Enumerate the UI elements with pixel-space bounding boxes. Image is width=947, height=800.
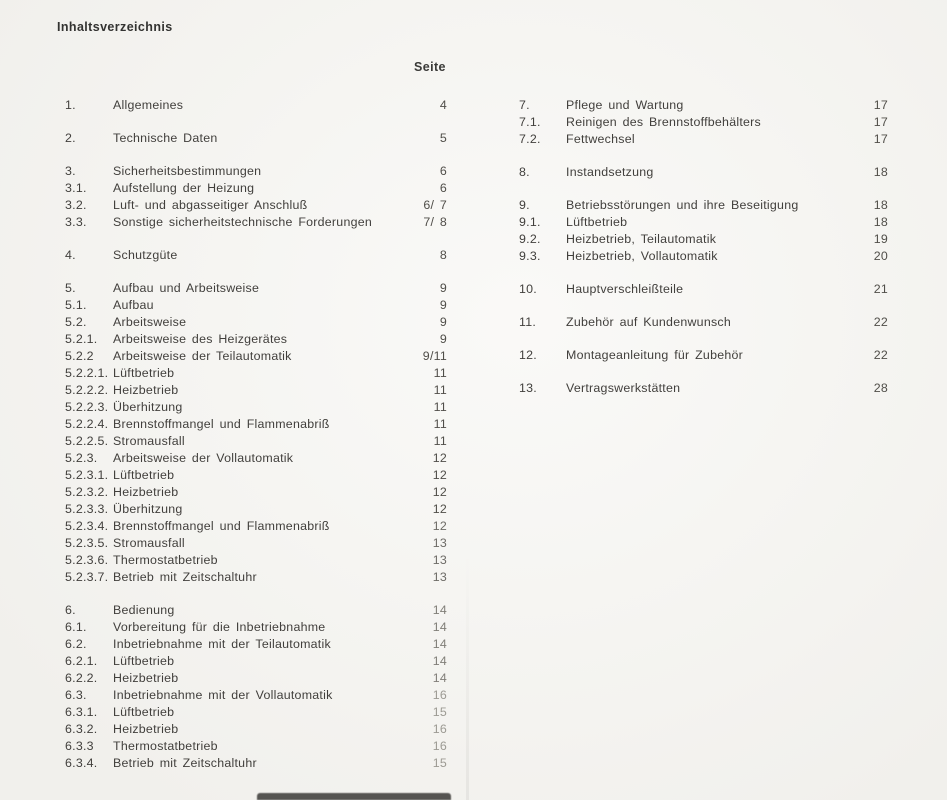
toc-entry-page: 13 — [432, 570, 447, 584]
toc-entry-number: 13. — [519, 381, 537, 395]
toc-entry-number: 5.2.2.4. — [65, 417, 109, 431]
toc-entry-number: 11. — [519, 315, 537, 329]
toc-entry-page: 14 — [432, 654, 447, 668]
toc-entry-number: 7.1. — [519, 115, 541, 129]
toc-entry-number: 5.2.2.2. — [65, 383, 109, 397]
toc-entry-title: Heizbetrieb — [113, 383, 179, 397]
toc-entry-number: 5.2.3. — [65, 451, 98, 465]
toc-entry-page: 7/ 8 — [423, 215, 447, 229]
toc-row — [65, 501, 447, 518]
toc-entry-number: 9.1. — [519, 215, 541, 229]
toc-entry-page: 8 — [439, 248, 447, 262]
toc-entry-title: Sicherheitsbestimmungen — [113, 164, 262, 178]
toc-row — [65, 214, 447, 231]
toc-entry-number: 5.2.3.3. — [65, 502, 109, 516]
toc-entry-page: 9 — [439, 298, 447, 312]
toc-row — [65, 653, 447, 670]
toc-entry-number: 10. — [519, 282, 537, 296]
toc-entry-title: Luft- und abgasseitiger Anschluß — [113, 198, 308, 212]
toc-entry-title: Bedienung — [113, 603, 175, 617]
toc-entry-page: 17 — [873, 132, 888, 146]
toc-row — [65, 569, 447, 586]
toc-group — [519, 97, 888, 148]
toc-row — [519, 214, 888, 231]
toc-group — [519, 281, 888, 298]
toc-entry-title: Schutzgüte — [113, 248, 178, 262]
toc-column-left — [65, 97, 447, 788]
toc-entry-number: 5.2.3.4. — [65, 519, 109, 533]
toc-entry-title: Arbeitsweise der Teilautomatik — [113, 349, 292, 363]
toc-entry-number: 5.2.2 — [65, 349, 94, 363]
toc-row — [65, 180, 447, 197]
toc-entry-title: Inbetriebnahme mit der Teilautomatik — [113, 637, 331, 651]
toc-entry-number: 7.2. — [519, 132, 541, 146]
toc-entry-page: 16 — [432, 688, 447, 702]
toc-entry-page: 11 — [433, 400, 447, 414]
toc-entry-page: 14 — [432, 671, 447, 685]
toc-entry-page: 4 — [439, 98, 447, 112]
toc-entry-title: Pflege und Wartung — [566, 98, 684, 112]
toc-entry-page: 11 — [433, 366, 447, 380]
toc-entry-number: 12. — [519, 348, 537, 362]
toc-entry-page: 21 — [873, 282, 888, 296]
toc-entry-page: 13 — [432, 553, 447, 567]
toc-entry-page: 11 — [433, 383, 447, 397]
toc-entry-title: Überhitzung — [113, 502, 183, 516]
toc-entry-title: Heizbetrieb — [113, 671, 179, 685]
toc-entry-title: Allgemeines — [113, 98, 184, 112]
toc-entry-title: Zubehör auf Kundenwunsch — [566, 315, 731, 329]
toc-entry-title: Stromausfall — [113, 434, 185, 448]
toc-entry-title: Montageanleitung für Zubehör — [566, 348, 744, 362]
toc-entry-title: Heizbetrieb — [113, 722, 179, 736]
toc-entry-page: 18 — [873, 198, 888, 212]
toc-row — [519, 131, 888, 148]
toc-row — [65, 247, 447, 264]
toc-row — [65, 450, 447, 467]
toc-entry-page: 9 — [439, 315, 447, 329]
toc-entry-title: Vertragswerkstätten — [566, 381, 681, 395]
toc-entry-number: 6.3.2. — [65, 722, 98, 736]
toc-entry-title: Thermostatbetrieb — [113, 739, 218, 753]
toc-entry-number: 5.2.2.1. — [65, 366, 109, 380]
toc-row — [519, 248, 888, 265]
toc-entry-number: 6.3. — [65, 688, 87, 702]
scan-artifact-bar — [257, 793, 451, 800]
toc-entry-page: 12 — [432, 485, 447, 499]
toc-entry-title: Lüftbetrieb — [113, 654, 175, 668]
toc-entry-title: Arbeitsweise — [113, 315, 187, 329]
toc-entry-number: 6.3.4. — [65, 756, 98, 770]
toc-entry-title: Lüftbetrieb — [113, 366, 175, 380]
toc-entry-page: 15 — [432, 705, 447, 719]
toc-entry-title: Vorbereitung für die Inbetriebnahme — [113, 620, 326, 634]
toc-row — [519, 314, 888, 331]
scan-crease-line — [466, 552, 469, 800]
toc-entry-number: 3.2. — [65, 198, 87, 212]
toc-entry-number: 6.2.2. — [65, 671, 98, 685]
toc-entry-title: Lüftbetrieb — [113, 468, 175, 482]
toc-group — [519, 197, 888, 265]
toc-entry-number: 9. — [519, 198, 530, 212]
toc-entry-title: Thermostatbetrieb — [113, 553, 218, 567]
toc-entry-page: 14 — [432, 603, 447, 617]
toc-entry-number: 3.1. — [65, 181, 87, 195]
toc-entry-title: Heizbetrieb — [113, 485, 179, 499]
toc-entry-page: 22 — [873, 315, 888, 329]
toc-group — [519, 314, 888, 331]
toc-row — [65, 755, 447, 772]
toc-entry-title: Heizbetrieb, Teilautomatik — [566, 232, 717, 246]
toc-row — [65, 467, 447, 484]
toc-entry-page: 20 — [873, 249, 888, 263]
toc-entry-number: 4. — [65, 248, 76, 262]
toc-entry-number: 9.2. — [519, 232, 541, 246]
toc-entry-number: 3. — [65, 164, 76, 178]
toc-group — [65, 163, 447, 231]
toc-row — [519, 197, 888, 214]
toc-entry-number: 8. — [519, 165, 530, 179]
toc-row — [65, 331, 447, 348]
toc-row — [65, 314, 447, 331]
toc-row — [65, 619, 447, 636]
toc-row — [519, 380, 888, 397]
toc-entry-number: 6.3.1. — [65, 705, 98, 719]
toc-entry-page: 13 — [432, 536, 447, 550]
toc-entry-number: 5.1. — [65, 298, 87, 312]
toc-entry-number: 5.2.2.3. — [65, 400, 109, 414]
page-title: Inhaltsverzeichnis — [57, 20, 173, 34]
toc-entry-title: Betriebsstörungen und ihre Beseitigung — [566, 198, 799, 212]
toc-row — [65, 382, 447, 399]
toc-entry-page: 11 — [433, 434, 447, 448]
toc-entry-title: Technische Daten — [113, 131, 218, 145]
toc-group — [65, 247, 447, 264]
toc-entry-page: 6/ 7 — [423, 198, 447, 212]
toc-row — [65, 721, 447, 738]
toc-entry-title: Heizbetrieb, Vollautomatik — [566, 249, 718, 263]
toc-entry-page: 18 — [873, 165, 888, 179]
toc-row — [519, 114, 888, 131]
toc-group — [519, 164, 888, 181]
toc-entry-page: 18 — [873, 215, 888, 229]
toc-entry-page: 5 — [439, 131, 447, 145]
toc-entry-title: Fettwechsel — [566, 132, 635, 146]
toc-entry-title: Stromausfall — [113, 536, 185, 550]
toc-entry-title: Hauptverschleißteile — [566, 282, 684, 296]
toc-entry-number: 6.2.1. — [65, 654, 98, 668]
toc-entry-title: Sonstige sicherheitstechnische Forderungen — [113, 215, 373, 229]
toc-entry-page: 15 — [432, 756, 447, 770]
toc-entry-title: Lüftbetrieb — [566, 215, 628, 229]
toc-entry-title: Aufbau — [113, 298, 154, 312]
toc-row — [65, 535, 447, 552]
toc-row — [519, 347, 888, 364]
toc-entry-page: 6 — [439, 164, 447, 178]
toc-entry-title: Brennstoffmangel und Flammenabriß — [113, 519, 330, 533]
toc-entry-number: 5.2.3.6. — [65, 553, 109, 567]
toc-entry-page: 6 — [439, 181, 447, 195]
toc-entry-number: 5.2.3.2. — [65, 485, 109, 499]
toc-entry-page: 12 — [432, 519, 447, 533]
toc-entry-page: 22 — [873, 348, 888, 362]
toc-row — [519, 97, 888, 114]
toc-entry-title: Lüftbetrieb — [113, 705, 175, 719]
toc-entry-page: 12 — [432, 502, 447, 516]
toc-entry-page: 14 — [432, 620, 447, 634]
toc-entry-number: 5.2.3.1. — [65, 468, 109, 482]
toc-row — [65, 738, 447, 755]
toc-entry-title: Reinigen des Brennstoffbehälters — [566, 115, 761, 129]
toc-entry-title: Arbeitsweise der Vollautomatik — [113, 451, 294, 465]
toc-entry-number: 3.3. — [65, 215, 87, 229]
toc-row — [65, 484, 447, 501]
toc-row — [519, 231, 888, 248]
toc-row — [65, 399, 447, 416]
toc-entry-number: 1. — [65, 98, 76, 112]
toc-entry-number: 9.3. — [519, 249, 541, 263]
toc-entry-page: 16 — [432, 722, 447, 736]
toc-entry-page: 28 — [873, 381, 888, 395]
toc-entry-number: 6.2. — [65, 637, 87, 651]
toc-entry-page: 17 — [873, 115, 888, 129]
toc-row — [65, 552, 447, 569]
toc-group — [519, 347, 888, 364]
toc-entry-page: 19 — [873, 232, 888, 246]
toc-row — [65, 348, 447, 365]
toc-entry-title: Aufbau und Arbeitsweise — [113, 281, 260, 295]
toc-row — [65, 130, 447, 147]
toc-row — [519, 164, 888, 181]
toc-row — [65, 704, 447, 721]
toc-entry-title: Brennstoffmangel und Flammenabriß — [113, 417, 330, 431]
toc-entry-number: 6. — [65, 603, 76, 617]
toc-row — [65, 297, 447, 314]
toc-entry-title: Betrieb mit Zeitschaltuhr — [113, 570, 257, 584]
toc-row — [65, 197, 447, 214]
toc-entry-number: 5.2. — [65, 315, 87, 329]
toc-row — [519, 281, 888, 298]
toc-row — [65, 97, 447, 114]
toc-entry-page: 11 — [433, 417, 447, 431]
toc-entry-page: 12 — [432, 451, 447, 465]
toc-entry-number: 5.2.1. — [65, 332, 98, 346]
toc-row — [65, 365, 447, 382]
toc-group — [65, 602, 447, 772]
toc-entry-number: 6.1. — [65, 620, 87, 634]
toc-row — [65, 518, 447, 535]
toc-row — [65, 636, 447, 653]
toc-entry-number: 5.2.2.5. — [65, 434, 109, 448]
toc-entry-page: 9 — [439, 281, 447, 295]
toc-group — [65, 280, 447, 586]
toc-entry-title: Überhitzung — [113, 400, 183, 414]
toc-row — [65, 670, 447, 687]
toc-entry-page: 16 — [432, 739, 447, 753]
toc-entry-number: 6.3.3 — [65, 739, 94, 753]
toc-row — [65, 280, 447, 297]
toc-column-right — [519, 97, 888, 413]
toc-entry-page: 9/11 — [422, 349, 447, 363]
page-number-column-header: Seite — [414, 60, 446, 74]
toc-row — [65, 602, 447, 619]
toc-entry-title: Betrieb mit Zeitschaltuhr — [113, 756, 257, 770]
toc-entry-number: 2. — [65, 131, 76, 145]
toc-group — [65, 130, 447, 147]
toc-entry-number: 5.2.3.7. — [65, 570, 109, 584]
toc-row — [65, 687, 447, 704]
toc-group — [519, 380, 888, 397]
toc-entry-number: 5. — [65, 281, 76, 295]
toc-entry-title: Inbetriebnahme mit der Vollautomatik — [113, 688, 333, 702]
toc-entry-title: Aufstellung der Heizung — [113, 181, 255, 195]
toc-entry-page: 12 — [432, 468, 447, 482]
toc-row — [65, 433, 447, 450]
toc-group — [65, 97, 447, 114]
toc-entry-page: 9 — [439, 332, 447, 346]
toc-row — [65, 416, 447, 433]
toc-entry-page: 17 — [873, 98, 888, 112]
toc-entry-number: 5.2.3.5. — [65, 536, 109, 550]
toc-row — [65, 163, 447, 180]
toc-entry-title: Arbeitsweise des Heizgerätes — [113, 332, 288, 346]
toc-entry-title: Instandsetzung — [566, 165, 654, 179]
toc-entry-number: 7. — [519, 98, 530, 112]
toc-entry-page: 14 — [432, 637, 447, 651]
